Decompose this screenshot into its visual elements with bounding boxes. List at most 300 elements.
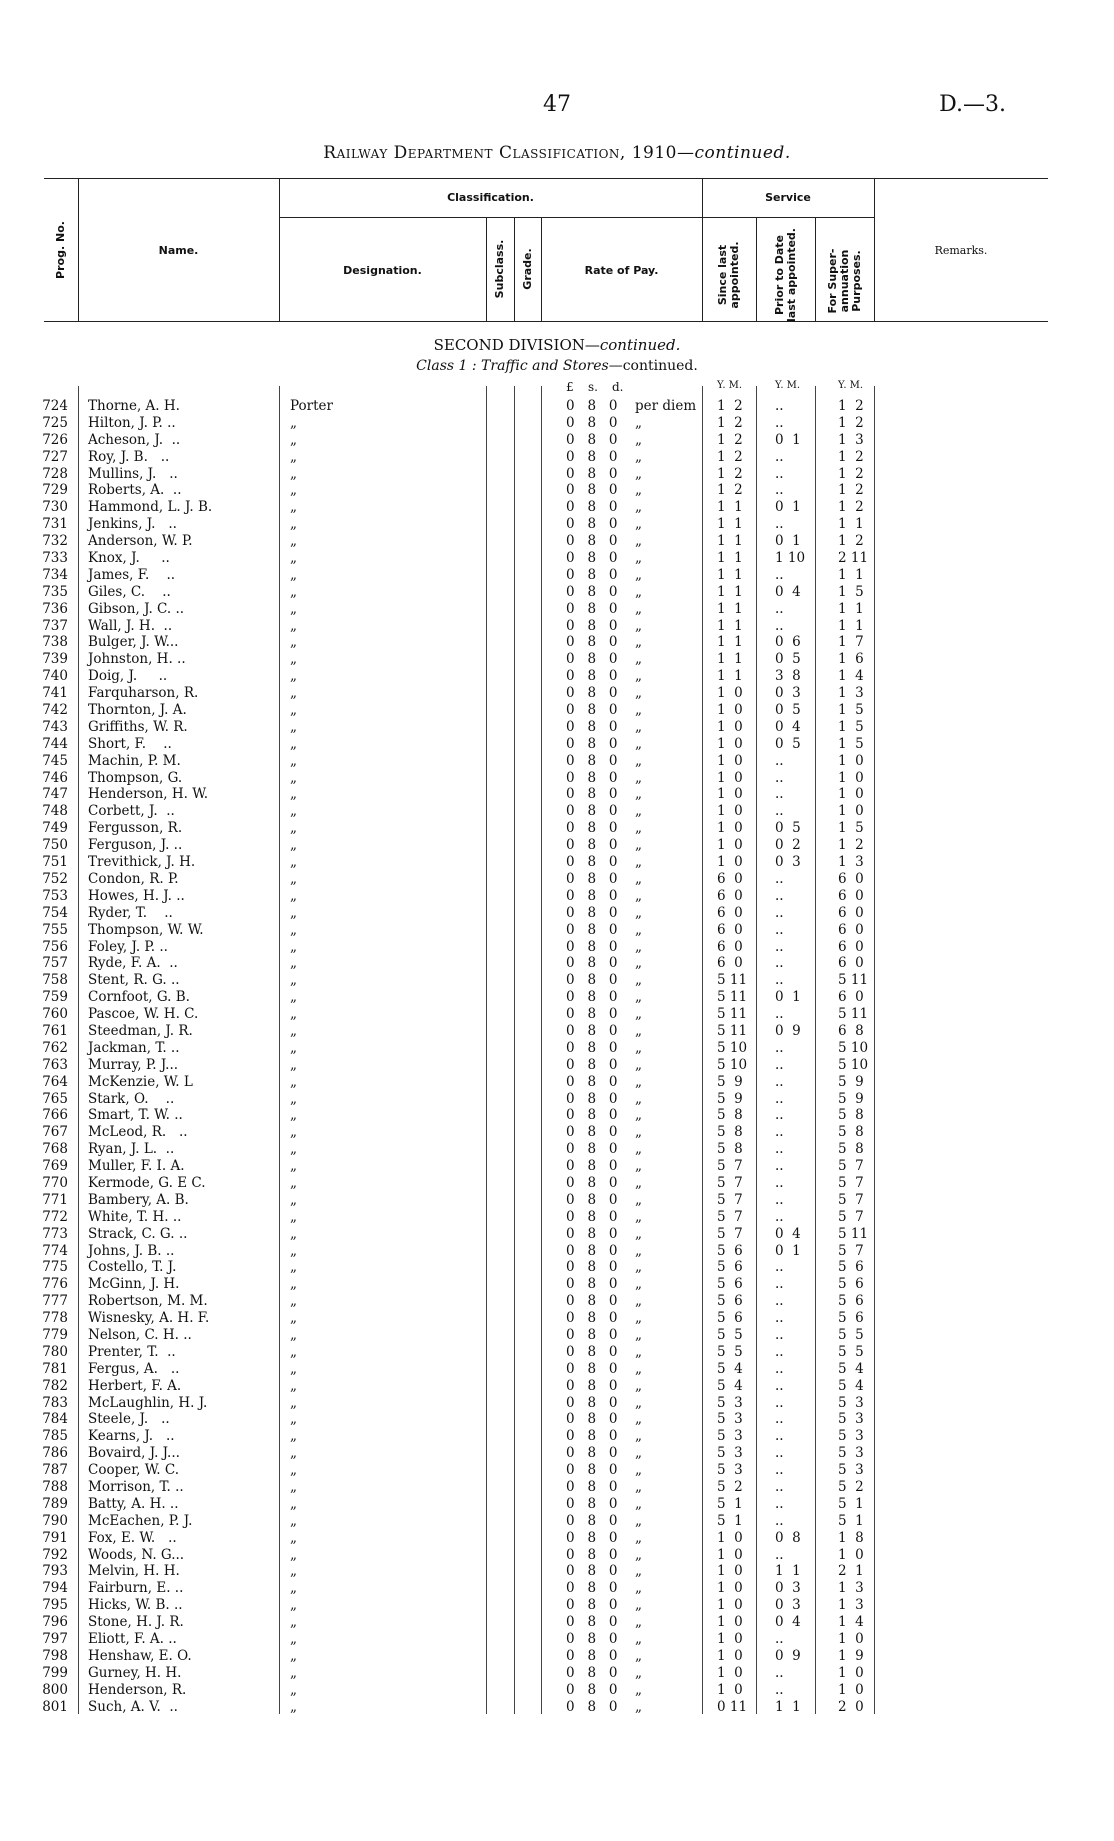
prior-to-date-cell: 0 1	[775, 1242, 801, 1259]
rate-unit-cell: „	[635, 887, 642, 904]
superannuation-cell: 1 2	[838, 448, 864, 465]
rate-unit-cell: „	[635, 837, 642, 854]
superannuation-cell: 1 0	[838, 752, 864, 769]
prog-no-cell: 730	[42, 499, 68, 516]
prior-to-date-cell: ..	[775, 1006, 784, 1023]
table-row	[0, 786, 1114, 803]
table-row	[0, 1259, 1114, 1276]
since-last-cell: 5 11	[717, 989, 748, 1006]
rate-unit-cell: „	[635, 1141, 642, 1158]
designation-cell: „	[290, 533, 297, 550]
table-row	[0, 1124, 1114, 1141]
header-prog-no: Prog. No.	[54, 221, 67, 279]
rate-unit-cell: „	[635, 989, 642, 1006]
rate-cell: 0 8 0	[566, 1090, 618, 1107]
prior-to-date-cell: 1 1	[775, 1698, 801, 1715]
since-last-cell: 1 0	[717, 854, 743, 871]
since-last-cell: 1 0	[717, 1631, 743, 1648]
name-cell: Fox, E. W. ..	[88, 1529, 177, 1546]
rate-unit-cell: „	[635, 718, 642, 735]
since-last-cell: 1 0	[717, 1597, 743, 1614]
superannuation-cell: 1 4	[838, 668, 864, 685]
rate-unit-cell: „	[635, 1360, 642, 1377]
table-row	[0, 888, 1114, 905]
table-row	[0, 567, 1114, 584]
table-row	[0, 1648, 1114, 1665]
name-cell: Gibson, J. C. ..	[88, 600, 185, 617]
designation-cell: „	[290, 803, 297, 820]
name-cell: James, F. ..	[88, 566, 176, 583]
since-last-cell: 5 7	[717, 1225, 743, 1242]
rate-unit-cell: „	[635, 550, 642, 567]
subsection-suffix: —continued.	[608, 358, 698, 374]
table-row	[0, 1344, 1114, 1361]
prog-no-cell: 773	[42, 1225, 68, 1242]
superannuation-cell: 1 2	[838, 414, 864, 431]
prior-to-date-cell: 0 3	[775, 1597, 801, 1614]
prior-to-date-cell: ..	[775, 1310, 784, 1327]
superannuation-cell: 1 2	[838, 533, 864, 550]
since-last-cell: 1 0	[717, 1647, 743, 1664]
table-row	[0, 482, 1114, 499]
table-header	[44, 178, 1048, 322]
since-last-cell: 5 6	[717, 1293, 743, 1310]
superannuation-cell: 5 6	[838, 1259, 864, 1276]
prog-no-cell: 763	[42, 1056, 68, 1073]
prog-no-cell: 767	[42, 1124, 68, 1141]
unit-pence: d.	[612, 380, 624, 394]
table-row	[0, 584, 1114, 601]
prior-to-date-cell: 0 3	[775, 1580, 801, 1597]
prog-no-cell: 791	[42, 1529, 68, 1546]
table-row	[0, 1699, 1114, 1716]
superannuation-cell: 1 1	[838, 566, 864, 583]
since-last-cell: 1 0	[717, 718, 743, 735]
designation-cell: „	[290, 1022, 297, 1039]
rate-unit-cell: „	[635, 1343, 642, 1360]
since-last-cell: 5 10	[717, 1056, 748, 1073]
name-cell: McKenzie, W. L	[88, 1073, 193, 1090]
prior-to-date-cell: ..	[775, 1208, 784, 1225]
rate-unit-cell: „	[635, 1107, 642, 1124]
designation-cell: „	[290, 1276, 297, 1293]
prior-to-date-cell: ..	[775, 482, 784, 499]
name-cell: Ryde, F. A. ..	[88, 955, 178, 972]
designation-cell: „	[290, 1039, 297, 1056]
since-last-cell: 1 2	[717, 465, 743, 482]
designation-cell: „	[290, 1529, 297, 1546]
rate-cell: 0 8 0	[566, 1664, 618, 1681]
header-subclass: Subclass.	[493, 239, 506, 299]
superannuation-cell: 5 6	[838, 1310, 864, 1327]
since-last-cell: 5 2	[717, 1479, 743, 1495]
prior-to-date-cell: 0 8	[775, 1529, 801, 1546]
superannuation-cell: 1 0	[838, 1681, 864, 1698]
rate-unit-cell: „	[635, 1479, 642, 1495]
superannuation-cell: 5 11	[838, 1225, 869, 1242]
prog-no-cell: 731	[42, 516, 68, 533]
prior-to-date-cell: 0 9	[775, 1022, 801, 1039]
since-last-cell: 1 0	[717, 1681, 743, 1698]
rate-unit-cell: „	[635, 921, 642, 938]
superannuation-cell: 1 0	[838, 803, 864, 820]
designation-cell: „	[290, 448, 297, 465]
designation-cell: „	[290, 752, 297, 769]
prior-to-date-cell: 0 9	[775, 1647, 801, 1664]
prior-to-date-cell: ..	[775, 516, 784, 533]
since-last-cell: 1 1	[717, 566, 743, 583]
name-cell: Hammond, L. J. B.	[88, 499, 213, 516]
table-row	[0, 1513, 1114, 1530]
rate-cell: 0 8 0	[566, 1022, 618, 1039]
rate-unit-cell: „	[635, 1445, 642, 1462]
superannuation-cell: 1 9	[838, 1647, 864, 1664]
rate-unit-cell: „	[635, 803, 642, 820]
prior-to-date-cell: ..	[775, 1394, 784, 1411]
since-last-cell: 1 0	[717, 837, 743, 854]
table-row	[0, 702, 1114, 719]
header-grade: Grade.	[521, 248, 534, 290]
since-last-cell: 1 2	[717, 448, 743, 465]
superannuation-cell: 5 7	[838, 1191, 864, 1208]
rate-unit-cell: „	[635, 1174, 642, 1191]
superannuation-cell: 5 7	[838, 1208, 864, 1225]
title-continued: continued.	[694, 143, 791, 163]
name-cell: Stark, O. ..	[88, 1090, 175, 1107]
prog-no-cell: 734	[42, 566, 68, 583]
name-cell: Roy, J. B. ..	[88, 448, 170, 465]
table-row	[0, 516, 1114, 533]
rate-unit-cell: „	[635, 769, 642, 786]
designation-cell: „	[290, 1580, 297, 1597]
designation-cell: „	[290, 1614, 297, 1631]
prog-no-cell: 739	[42, 651, 68, 668]
rate-unit-cell: „	[635, 1580, 642, 1597]
name-cell: Farquharson, R.	[88, 685, 199, 702]
rate-unit-cell: „	[635, 1664, 642, 1681]
designation-cell: „	[290, 1664, 297, 1681]
superannuation-cell: 1 0	[838, 1546, 864, 1563]
rate-unit-cell: „	[635, 482, 642, 499]
since-last-cell: 1 0	[717, 702, 743, 719]
designation-cell: „	[290, 668, 297, 685]
rate-cell: 0 8 0	[566, 1529, 618, 1546]
name-cell: Stone, H. J. R.	[88, 1614, 184, 1631]
rate-unit-cell: „	[635, 533, 642, 550]
table-row	[0, 432, 1114, 449]
rate-cell: 0 8 0	[566, 668, 618, 685]
since-last-cell: 5 3	[717, 1394, 743, 1411]
rate-unit-cell: „	[635, 1006, 642, 1023]
since-last-cell: 1 0	[717, 1614, 743, 1631]
designation-cell: „	[290, 1512, 297, 1529]
since-last-cell: 1 0	[717, 685, 743, 702]
designation-cell: „	[290, 1124, 297, 1141]
subsection-italic: Traffic and Stores	[481, 358, 609, 374]
name-cell: Melvin, H. H.	[88, 1563, 180, 1580]
prog-no-cell: 750	[42, 837, 68, 854]
since-last-cell: 1 2	[717, 482, 743, 499]
prog-no-cell: 757	[42, 955, 68, 972]
rate-cell: 0 8 0	[566, 887, 618, 904]
table-row	[0, 820, 1114, 837]
since-last-cell: 5 4	[717, 1377, 743, 1394]
prog-no-cell: 735	[42, 583, 68, 600]
designation-cell: „	[290, 1681, 297, 1698]
rate-unit-cell: „	[635, 1293, 642, 1310]
table-row	[0, 1107, 1114, 1124]
rate-unit-cell: „	[635, 854, 642, 871]
prog-no-cell: 754	[42, 904, 68, 921]
since-last-cell: 1 1	[717, 634, 743, 651]
prog-no-cell: 752	[42, 870, 68, 887]
rate-cell: 0 8 0	[566, 1039, 618, 1056]
rate-cell: 0 8 0	[566, 651, 618, 668]
header-remarks: Remarks.	[934, 244, 988, 257]
prog-no-cell: 794	[42, 1580, 68, 1597]
prior-to-date-cell: 0 4	[775, 718, 801, 735]
name-cell: Henshaw, E. O.	[88, 1647, 192, 1664]
table-row	[0, 601, 1114, 618]
name-cell: Hilton, J. P. ..	[88, 414, 176, 431]
rate-unit-cell: „	[635, 1090, 642, 1107]
designation-cell: „	[290, 1073, 297, 1090]
rate-cell: 0 8 0	[566, 1495, 618, 1512]
prog-no-cell: 743	[42, 718, 68, 735]
subsection-title	[0, 358, 1114, 374]
prog-no-cell: 738	[42, 634, 68, 651]
designation-cell: „	[290, 1428, 297, 1445]
prog-no-cell: 774	[42, 1242, 68, 1259]
table-row	[0, 550, 1114, 567]
name-cell: Bambery, A. B.	[88, 1191, 189, 1208]
name-cell: Herbert, F. A.	[88, 1377, 182, 1394]
superannuation-cell: 1 7	[838, 634, 864, 651]
prior-to-date-cell: 0 5	[775, 702, 801, 719]
table-row	[0, 533, 1114, 550]
designation-cell: „	[290, 1647, 297, 1664]
rate-cell: 0 8 0	[566, 1107, 618, 1124]
prog-no-cell: 796	[42, 1614, 68, 1631]
unit-shillings: s.	[588, 380, 598, 394]
table-row	[0, 837, 1114, 854]
header-rate-of-pay: Rate of Pay.	[584, 264, 659, 277]
document-reference: D.—3.	[939, 92, 1006, 117]
superannuation-cell: 2 1	[838, 1563, 864, 1580]
name-cell: Steedman, J. R.	[88, 1022, 193, 1039]
designation-cell: „	[290, 651, 297, 668]
since-last-cell: 1 0	[717, 735, 743, 752]
table-row	[0, 1293, 1114, 1310]
since-last-cell: 1 0	[717, 752, 743, 769]
rate-cell: 0 8 0	[566, 786, 618, 803]
prog-no-cell: 742	[42, 702, 68, 719]
designation-cell: „	[290, 1158, 297, 1175]
prog-no-cell: 725	[42, 414, 68, 431]
prior-to-date-cell: ..	[775, 803, 784, 820]
rate-cell: 0 8 0	[566, 617, 618, 634]
designation-cell: „	[290, 955, 297, 972]
prog-no-cell: 732	[42, 533, 68, 550]
since-last-cell: 5 6	[717, 1259, 743, 1276]
rate-cell: 0 8 0	[566, 634, 618, 651]
designation-cell: „	[290, 1141, 297, 1158]
prog-no-cell: 744	[42, 735, 68, 752]
header-prior-to-date: Prior to Date last appointed.	[773, 228, 798, 322]
since-last-cell: 1 0	[717, 1580, 743, 1597]
rate-unit-cell: „	[635, 1022, 642, 1039]
prior-to-date-cell: ..	[775, 1293, 784, 1310]
rate-cell: 0 8 0	[566, 1174, 618, 1191]
table-row	[0, 1006, 1114, 1023]
designation-cell: „	[290, 786, 297, 803]
since-last-cell: 5 6	[717, 1242, 743, 1259]
prog-no-cell: 733	[42, 550, 68, 567]
prog-no-cell: 769	[42, 1158, 68, 1175]
rate-unit-cell: „	[635, 955, 642, 972]
name-cell: McLaughlin, H. J.	[88, 1394, 208, 1411]
designation-cell: „	[290, 566, 297, 583]
superannuation-cell: 5 2	[838, 1479, 864, 1495]
prior-to-date-cell: 3 8	[775, 668, 801, 685]
rate-cell: 0 8 0	[566, 1597, 618, 1614]
since-last-cell: 1 1	[717, 617, 743, 634]
table-row	[0, 1631, 1114, 1648]
prior-to-date-cell: ..	[775, 1462, 784, 1479]
prog-no-cell: 768	[42, 1141, 68, 1158]
superannuation-cell: 1 0	[838, 1664, 864, 1681]
prog-no-cell: 776	[42, 1276, 68, 1293]
rate-cell: 0 8 0	[566, 1580, 618, 1597]
prog-no-cell: 747	[42, 786, 68, 803]
header-name: Name.	[158, 244, 199, 257]
rate-unit-cell: „	[635, 870, 642, 887]
prior-to-date-cell: ..	[775, 955, 784, 972]
since-last-cell: 6 0	[717, 955, 743, 972]
since-last-cell: 1 2	[717, 414, 743, 431]
superannuation-cell: 5 7	[838, 1242, 864, 1259]
designation-cell: „	[290, 1208, 297, 1225]
prog-no-cell: 792	[42, 1546, 68, 1563]
since-last-cell: 1 0	[717, 803, 743, 820]
name-cell: Eliott, F. A. ..	[88, 1631, 177, 1648]
designation-cell: „	[290, 1563, 297, 1580]
table-row	[0, 955, 1114, 972]
rate-cell: 0 8 0	[566, 989, 618, 1006]
rate-unit-cell: „	[635, 600, 642, 617]
since-last-cell: 6 0	[717, 938, 743, 955]
since-last-cell: 5 8	[717, 1141, 743, 1158]
table-row	[0, 1614, 1114, 1631]
since-last-cell: 1 0	[717, 820, 743, 837]
rate-unit-cell: „	[635, 1495, 642, 1512]
since-last-cell: 5 10	[717, 1039, 748, 1056]
since-last-cell: 1 1	[717, 550, 743, 567]
prior-to-date-cell: 0 1	[775, 431, 801, 448]
table-row	[0, 1040, 1114, 1057]
superannuation-cell: 1 3	[838, 431, 864, 448]
section-title	[0, 336, 1114, 354]
name-cell: Robertson, M. M.	[88, 1293, 208, 1310]
rate-unit-cell: per diem	[635, 398, 697, 414]
name-cell: Smart, T. W. ..	[88, 1107, 183, 1124]
rate-cell: 0 8 0	[566, 820, 618, 837]
superannuation-cell: 1 3	[838, 1597, 864, 1614]
prior-to-date-cell: ..	[775, 1411, 784, 1428]
designation-cell: „	[290, 1056, 297, 1073]
rate-cell: 0 8 0	[566, 1225, 618, 1242]
rate-cell: 0 8 0	[566, 533, 618, 550]
rate-cell: 0 8 0	[566, 1462, 618, 1479]
table-row	[0, 398, 1114, 415]
prog-no-cell: 724	[42, 398, 68, 414]
prior-to-date-cell: ..	[775, 769, 784, 786]
name-cell: Griffiths, W. R.	[88, 718, 188, 735]
prior-to-date-cell: 1 10	[775, 550, 806, 567]
rate-cell: 0 8 0	[566, 735, 618, 752]
since-last-cell: 1 1	[717, 668, 743, 685]
superannuation-cell: 6 0	[838, 921, 864, 938]
prior-to-date-cell: ..	[775, 1377, 784, 1394]
rate-cell: 0 8 0	[566, 769, 618, 786]
rate-cell: 0 8 0	[566, 1343, 618, 1360]
rate-unit-cell: „	[635, 465, 642, 482]
name-cell: Doig, J. ..	[88, 668, 168, 685]
since-last-cell: 5 4	[717, 1360, 743, 1377]
rate-cell: 0 8 0	[566, 1310, 618, 1327]
designation-cell: „	[290, 685, 297, 702]
prior-to-date-cell: 0 6	[775, 634, 801, 651]
prog-no-cell: 764	[42, 1073, 68, 1090]
rate-cell: 0 8 0	[566, 1158, 618, 1175]
prog-no-cell: 781	[42, 1360, 68, 1377]
prog-no-cell: 784	[42, 1411, 68, 1428]
name-cell: Thorne, A. H.	[88, 398, 180, 414]
rate-unit-cell: „	[635, 1242, 642, 1259]
rate-cell: 0 8 0	[566, 685, 618, 702]
name-cell: Cooper, W. C.	[88, 1462, 180, 1479]
prior-to-date-cell: ..	[775, 1056, 784, 1073]
superannuation-cell: 5 3	[838, 1462, 864, 1479]
since-last-cell: 5 7	[717, 1191, 743, 1208]
prog-no-cell: 755	[42, 921, 68, 938]
table-row	[0, 449, 1114, 466]
name-cell: Giles, C. ..	[88, 583, 171, 600]
rate-cell: 0 8 0	[566, 448, 618, 465]
prior-to-date-cell: ..	[775, 1073, 784, 1090]
since-last-cell: 1 0	[717, 1529, 743, 1546]
prior-to-date-cell: 0 5	[775, 820, 801, 837]
prog-no-cell: 780	[42, 1343, 68, 1360]
rate-cell: 0 8 0	[566, 1428, 618, 1445]
designation-cell: „	[290, 1174, 297, 1191]
since-last-cell: 5 5	[717, 1326, 743, 1343]
table-row	[0, 770, 1114, 787]
since-last-cell: 6 0	[717, 870, 743, 887]
prior-to-date-cell: ..	[775, 786, 784, 803]
name-cell: Gurney, H. H.	[88, 1664, 182, 1681]
superannuation-cell: 1 5	[838, 735, 864, 752]
prior-to-date-cell: ..	[775, 1512, 784, 1529]
designation-cell: „	[290, 989, 297, 1006]
name-cell: Ryan, J. L. ..	[88, 1141, 175, 1158]
page-title	[0, 143, 1114, 163]
table-row	[0, 1665, 1114, 1682]
prior-to-date-cell: ..	[775, 938, 784, 955]
prog-no-cell: 736	[42, 600, 68, 617]
designation-cell: „	[290, 837, 297, 854]
table-row	[0, 1226, 1114, 1243]
